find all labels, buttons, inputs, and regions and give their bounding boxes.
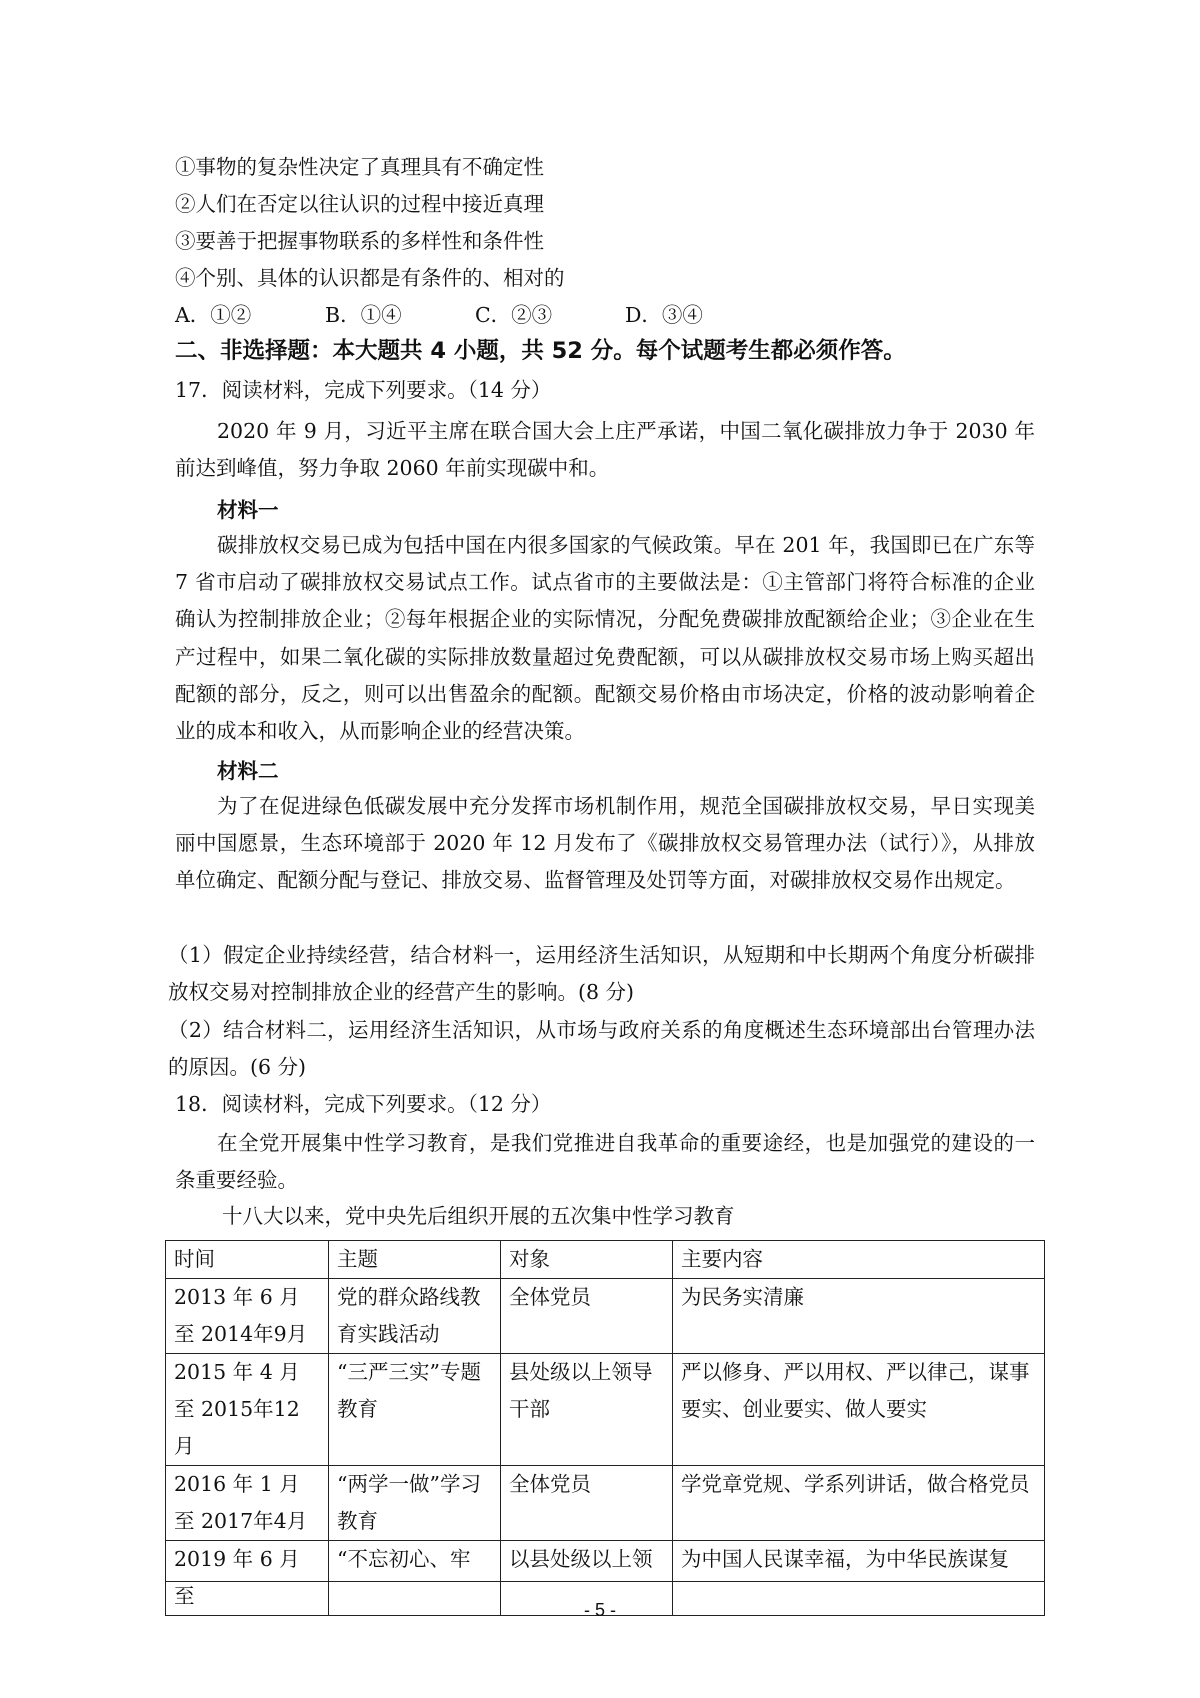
cell-theme: “三严三实”专题教育 [329, 1354, 501, 1466]
table-caption: 十八大以来，党中央先后组织开展的五次集中性学习教育 [222, 1204, 735, 1228]
study-table [165, 1240, 1045, 1616]
footer-divider [165, 1581, 1045, 1582]
header-content: 主要内容 [673, 1241, 1045, 1279]
header-time: 时间 [166, 1241, 329, 1279]
material2-title: 材料二 [217, 759, 279, 783]
statement-3: ③要善于把握事物联系的多样性和条件性 [175, 229, 544, 253]
choice-c: C．②③ [475, 303, 553, 327]
table-row [166, 1279, 1045, 1354]
cell-content: 为中国人民谋幸福，为中华民族谋复 [673, 1541, 1045, 1616]
material1-text: 碳排放权交易已成为包括中国在内很多国家的气候政策。早在 201 年，我国即已在广东等 7 省市启动了碳排放权交易试点工作。试点省市的主要做法是：①主管部门将符合标准的企业确认为控制排放企业；②每年根据企业的实际情况，分配免费碳排放配额给企业；③企业在生产过程中，如果二氧化碳的实际排放数量超过免费配额，可以从碳排放权交易市场上购买超出配额的部分，反之，则可以出售盈余的配额。配额交易价格由市场决定，价格的波动影响着企业的成本和收入，从而影响企业的经营决策。 [175, 533, 1035, 744]
cell-time: 2015 年 4 月至 2015年12月 [166, 1354, 329, 1466]
answer-choices [175, 301, 775, 329]
table-header-row [166, 1241, 1045, 1279]
cell-theme: 党的群众路线教育实践活动 [329, 1279, 501, 1354]
cell-target: 以县处级以上领 [501, 1541, 673, 1616]
cell-target: 全体党员 [501, 1466, 673, 1541]
choice-d: D．③④ [625, 303, 703, 327]
cell-content: 严以修身、严以用权、严以律己，谋事要实、创业要实、做人要实 [673, 1354, 1045, 1466]
q17-subquestion-2: （2）结合材料二，运用经济生活知识，从市场与政府关系的角度概述生态环境部出台管理办法的原因。(6 分) [168, 1018, 1035, 1080]
q17-intro: 2020 年 9 月，习近平主席在联合国大会上庄严承诺，中国二氧化碳排放力争于 2030 年前达到峰值，努力争取 2060 年前实现碳中和。 [175, 419, 1035, 481]
material1-title: 材料一 [217, 498, 279, 522]
cell-target: 县处级以上领导干部 [501, 1354, 673, 1466]
cell-content: 为民务实清廉 [673, 1279, 1045, 1354]
choice-a: A．①② [175, 303, 252, 327]
q17-stem: 17．阅读材料，完成下列要求。（14 分） [175, 378, 552, 402]
cell-theme: “两学一做”学习教育 [329, 1466, 501, 1541]
cell-time: 2013 年 6 月至 2014年9月 [166, 1279, 329, 1354]
q17-subquestion-1: （1）假定企业持续经营，结合材料一，运用经济生活知识，从短期和中长期两个角度分析碳排放权交易对控制排放企业的经营产生的影响。(8 分) [168, 943, 1035, 1005]
q18-stem: 18．阅读材料，完成下列要求。（12 分） [175, 1092, 552, 1116]
material2-text: 为了在促进绿色低碳发展中充分发挥市场机制作用，规范全国碳排放权交易，早日实现美丽中国愿景，生态环境部于 2020 年 12 月发布了《碳排放权交易管理办法（试行）》，从排放单位确定、配额分配与登记、排放交易、监督管理及处罚等方面，对碳排放权交易作出规定。 [175, 794, 1035, 893]
statement-1: ①事物的复杂性决定了真理具有不确定性 [175, 155, 544, 179]
table-row [166, 1354, 1045, 1466]
choice-b: B．①④ [325, 303, 402, 327]
statement-2: ②人们在否定以往认识的过程中接近真理 [175, 192, 544, 216]
cell-target: 全体党员 [501, 1279, 673, 1354]
table-row [166, 1466, 1045, 1541]
cell-time: 2019 年 6 月至 [166, 1541, 329, 1616]
cell-content: 学党章党规、学系列讲话，做合格党员 [673, 1466, 1045, 1541]
header-target: 对象 [501, 1241, 673, 1279]
page-number: - 5 - [583, 1600, 616, 1620]
section-heading: 二、非选择题：本大题共 4 小题，共 52 分。每个试题考生都必须作答。 [175, 338, 906, 364]
header-theme: 主题 [329, 1241, 501, 1279]
cell-theme: “不忘初心、牢 [329, 1541, 501, 1616]
statement-4: ④个别、具体的认识都是有条件的、相对的 [175, 266, 565, 290]
q18-intro: 在全党开展集中性学习教育，是我们党推进自我革命的重要途经，也是加强党的建设的一条重要经验。 [175, 1131, 1035, 1193]
cell-time: 2016 年 1 月至 2017年4月 [166, 1466, 329, 1541]
